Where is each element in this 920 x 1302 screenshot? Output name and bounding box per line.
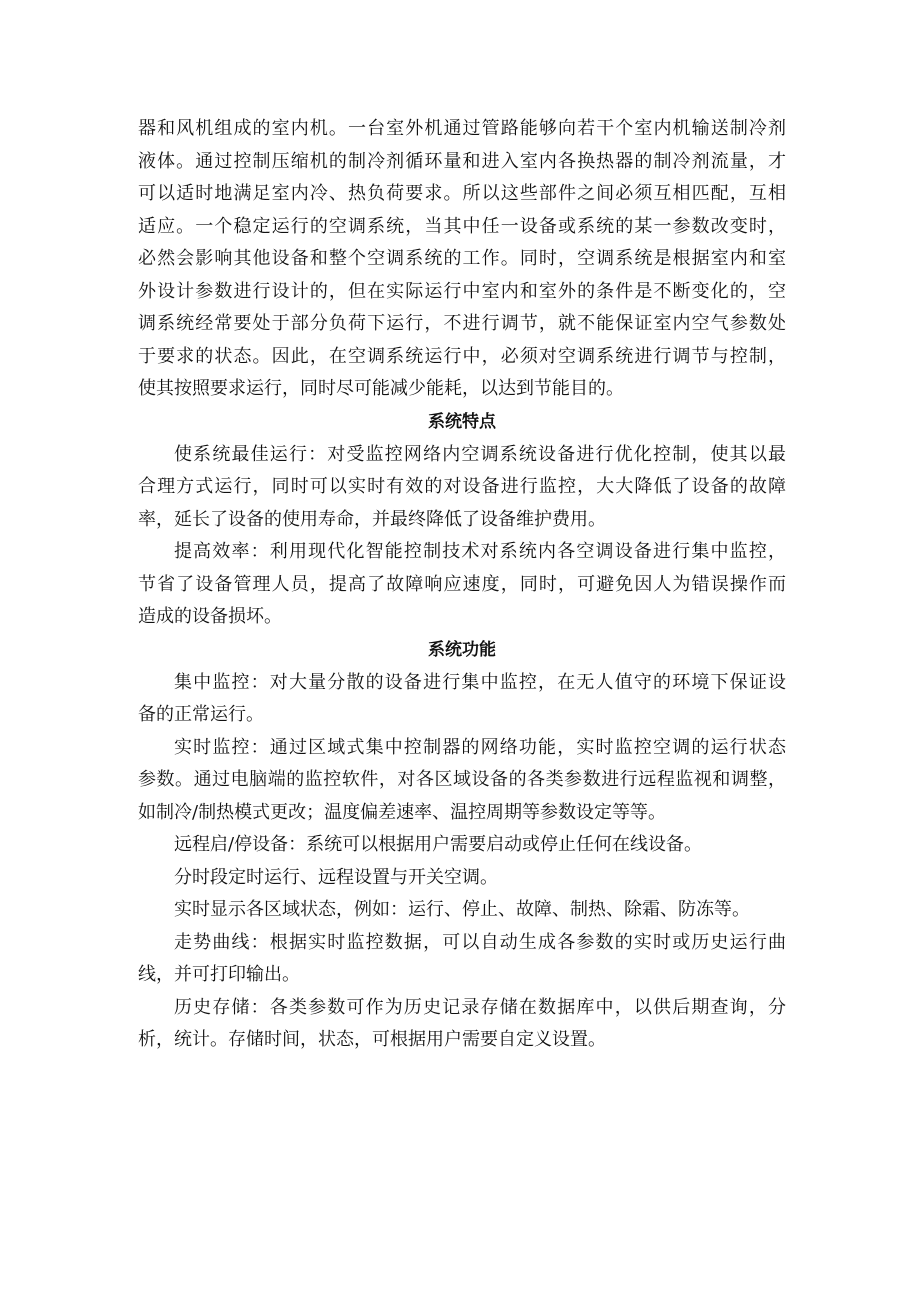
text-line: 造成的设备损坏。 (138, 606, 282, 627)
text-line: 可以适时地满足室内冷、热负荷要求。所以这些部件之间必须互相匹配，互相 (138, 183, 786, 204)
text-line: 参数。通过电脑端的监控软件，对各区域设备的各类参数进行远程监视和调整， (138, 769, 786, 790)
section-heading-functions: 系统功能 (428, 639, 496, 660)
paragraph-central-monitoring (138, 667, 786, 732)
section-heading-features: 系统特点 (428, 411, 496, 432)
text-line: 合理方式运行，同时可以实时有效的对设备进行监控，大大降低了设备的故障 (138, 476, 786, 497)
text-line: 液体。通过控制压缩机的制冷剂循环量和进入室内各换热器的制冷剂流量，才 (138, 150, 786, 172)
text-line: 如制冷/制热模式更改；温度偏差速率、温控周期等参数设定等等。 (138, 801, 667, 823)
text-line: 备的正常运行。 (138, 704, 264, 725)
text-line: 实时监控：通过区域式集中控制器的网络功能，实时监控空调的运行状态 (174, 736, 786, 758)
text-line: 分时段定时运行、远程设置与开关空调。 (174, 866, 498, 888)
paragraph-realtime-monitoring (138, 732, 786, 830)
text-line: 实时显示各区域状态，例如：运行、停止、故障、制热、除霜、防冻等。 (174, 899, 750, 920)
text-line: 远程启/停设备：系统可以根据用户需要启动或停止任何在线设备。 (174, 834, 703, 855)
text-line: 于要求的状态。因此，在空调系统运行中，必须对空调系统进行调节与控制， (138, 345, 786, 367)
paragraph-efficiency (138, 536, 786, 634)
text-line: 节省了设备管理人员，提高了故障响应速度，同时，可避免因人为错误操作而 (138, 573, 786, 595)
text-line: 提高效率：利用现代化智能控制技术对系统内各空调设备进行集中监控， (174, 541, 786, 562)
paragraph-status-display (138, 894, 786, 927)
paragraph-history-storage (138, 992, 786, 1057)
text-line: 调系统经常要处于部分负荷下运行，不进行调节，就不能保证室内空气参数处 (138, 313, 786, 334)
paragraph-trend-curves (138, 927, 786, 992)
text-line: 适应。一个稳定运行的空调系统，当其中任一设备或系统的某一参数改变时， (138, 215, 786, 237)
text-line: 使系统最佳运行：对受监控网络内空调系统设备进行优化控制，使其以最 (174, 443, 786, 465)
paragraph-optimal-operation (138, 439, 786, 537)
text-line: 集中监控：对大量分散的设备进行集中监控，在无人值守的环境下保证设 (174, 671, 786, 693)
text-line: 必然会影响其他设备和整个空调系统的工作。同时，空调系统是根据室内和室 (138, 248, 786, 269)
text-line: 率，延长了设备的使用寿命，并最终降低了设备维护费用。 (138, 508, 606, 530)
paragraph-remote-start-stop (138, 829, 786, 862)
text-line: 使其按照要求运行，同时尽可能减少能耗，以达到节能目的。 (138, 378, 624, 399)
text-line: 走势曲线：根据实时监控数据，可以自动生成各参数的实时或历史运行曲 (174, 931, 786, 953)
text-line: 外设计参数进行设计的，但在实际运行中室内和室外的条件是不断变化的，空 (138, 280, 786, 302)
text-line: 器和风机组成的室内机。一台室外机通过管路能够向若干个室内机输送制冷剂 (138, 118, 786, 139)
paragraph-scheduled-operation (138, 862, 786, 895)
document-body (138, 113, 786, 1057)
text-line: 历史存储：各类参数可作为历史记录存储在数据库中，以供后期查询，分 (174, 996, 786, 1018)
text-line: 线，并可打印输出。 (138, 964, 300, 985)
intro-paragraph (138, 113, 786, 406)
text-line: 析，统计。存储时间，状态，可根据用户需要自定义设置。 (138, 1029, 606, 1050)
